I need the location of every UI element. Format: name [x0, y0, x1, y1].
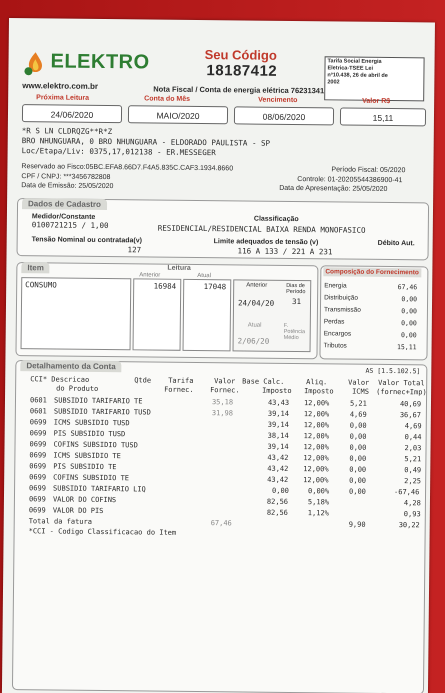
composicao-value: 0,00 — [401, 319, 417, 328]
composicao-name: Energia — [324, 282, 347, 290]
valor-total: 0,93 — [403, 510, 421, 519]
tarifa-line: nº10.438, 26 de abril de — [327, 72, 388, 79]
valor-icms: 0,00 — [349, 421, 367, 430]
composicao-name: Distribuição — [324, 294, 359, 302]
aliquota: 12,00% — [303, 399, 330, 408]
atual-value: 17048 — [203, 282, 227, 292]
valor-total: 36,67 — [399, 411, 421, 420]
electricity-bill — [2, 18, 435, 693]
dias-label: Dias de Período — [286, 282, 306, 296]
aliquota: 12,00% — [303, 465, 329, 474]
anterior-cell — [133, 278, 182, 350]
limites-label: Limite adequados de tensão (v) — [213, 238, 319, 247]
descricao: PIS SUBSIDIO TUSD — [53, 429, 126, 439]
brand-name: ELEKTRO — [50, 50, 150, 74]
descricao: VALOR DO COFINS — [52, 495, 117, 505]
descricao: ICMS SUBSIDIO TUSD — [53, 418, 130, 428]
item-consumo: CONSUMO — [25, 280, 57, 290]
medidor-value: 0100721215 / 1,00 — [31, 220, 109, 231]
classificacao-value: RESIDENCIAL/RESIDENCIAL BAIXA RENDA MONOFASICO — [157, 223, 366, 235]
cci: 0699 — [28, 495, 46, 504]
nota-fiscal: Nota Fiscal / Conta de energia elétrica 76231341 — [153, 84, 325, 96]
composicao-row — [321, 282, 421, 294]
data-anterior-label: Anterior — [246, 282, 268, 289]
brand-site[interactable]: www.elektro.com.br — [22, 81, 99, 91]
dados-cadastro-section — [17, 198, 430, 260]
data-atual: 2/06/20 — [237, 336, 270, 346]
col-header: Base Calc. — [242, 377, 285, 386]
aliquota: 12,00% — [303, 421, 330, 430]
cci: 0699 — [29, 484, 46, 493]
valor-icms: 0,00 — [349, 465, 367, 474]
composicao-name: Tributos — [323, 342, 347, 350]
valor-fornec: 31,98 — [211, 409, 233, 418]
col-header: (fornec+Imp) — [376, 387, 427, 397]
composicao-row — [321, 318, 421, 330]
potencia-label: F. Potência Médio — [283, 322, 306, 342]
composicao-name: Encargos — [323, 330, 352, 338]
valor-icms: 0,00 — [349, 476, 367, 485]
cpf-cnpj: CPF / CNPJ: ***3456782808 — [21, 173, 111, 182]
detalhamento-section — [12, 360, 427, 693]
col-header: Imposto — [304, 387, 334, 396]
composicao-title: Composição do Fornecimento — [323, 267, 421, 277]
aliquota: 0,00% — [308, 487, 330, 496]
classificacao-label: Classificação — [253, 215, 299, 224]
col-header: ICMS — [352, 387, 370, 396]
leitura-label: Leitura — [167, 264, 191, 272]
leitura-section — [15, 262, 318, 359]
dias-value: 31 — [291, 296, 302, 307]
detalhamento-title: Detalhamento da Conta — [20, 360, 121, 372]
valor-total: 2,25 — [404, 477, 422, 486]
aliquota: 12,00% — [303, 443, 329, 452]
aliquota: 12,00% — [303, 454, 329, 463]
valor-icms: 4,69 — [349, 410, 367, 419]
tarifa-social-box — [324, 56, 424, 101]
footnote: *CCI - Codigo Classificacao do Item — [28, 527, 177, 537]
valor-icms: 0,00 — [349, 487, 366, 496]
codigo-label: Seu Código — [204, 47, 277, 63]
base-calc: 82,56 — [266, 508, 288, 517]
total-icms: 9,90 — [348, 520, 366, 529]
tensao-value: 127 — [127, 245, 142, 255]
data-atual-label: Atual — [247, 322, 262, 329]
aliquota: 5,18% — [307, 498, 330, 507]
total-label: Total da fatura — [28, 517, 92, 526]
periodo-fiscal: Período Fiscal: 05/2020 — [331, 166, 406, 175]
col-header: Qtde — [134, 376, 152, 385]
base-calc: 43,42 — [267, 453, 289, 462]
composicao-name: Transmissão — [323, 306, 361, 314]
atual-cell — [183, 279, 232, 351]
cci: 0699 — [29, 473, 47, 482]
cci: 0699 — [28, 506, 46, 515]
codigo-value: 18187412 — [206, 62, 278, 80]
base-calc: 38,14 — [267, 431, 289, 440]
descricao: SUBSIDIO TARIFARIO TUSD — [53, 407, 151, 417]
tarifa-line: Eletrica-TSEE Lei — [327, 65, 374, 72]
base-calc: 43,43 — [267, 398, 290, 407]
detalhamento-version: AS [1.5.102.5] — [365, 366, 421, 376]
tarifa-line: 2002 — [327, 79, 340, 86]
composicao-row — [321, 306, 421, 318]
cci: 0699 — [29, 440, 47, 449]
descricao: SUBSIDIO TARIFARIO TE — [53, 396, 143, 406]
base-calc: 39,14 — [267, 420, 289, 429]
cci: 0601 — [29, 407, 47, 416]
reservado-fisco: Reservado ao Fisco:05BC.EFA8.66D7.F4A5.835C.CAF3.1934.8660 — [21, 163, 234, 173]
valor-total: 4,69 — [404, 422, 422, 431]
composicao-section — [319, 265, 428, 360]
conta-mes-label: Conta do Mês — [144, 95, 191, 103]
aliquota: 12,00% — [303, 476, 329, 485]
col-header: Tarifa — [168, 376, 194, 385]
base-calc: 0,00 — [272, 486, 289, 495]
tensao-label: Tensão Nominal ou contratada(v) — [31, 236, 143, 245]
limites-value: 116 A 133 / 221 A 231 — [237, 246, 333, 257]
cci: 0699 — [29, 451, 47, 460]
section-title: Dados de Cadastro — [22, 198, 107, 210]
col-header: Fornec. — [210, 386, 240, 395]
medidor-label: Medidor/Constante — [31, 213, 96, 221]
proxima-leitura-value: 24/06/2020 — [22, 104, 122, 123]
descricao: ICMS SUBSIDIO TE — [53, 451, 121, 461]
total-value: 30,22 — [398, 521, 420, 530]
dates-cell — [233, 279, 312, 352]
aliquota: 1,12% — [307, 509, 329, 518]
cci: 0601 — [29, 396, 47, 405]
descricao: PIS SUBSIDIO TE — [53, 462, 117, 472]
address-line-1: *R S LN CLDRQZG**R*Z — [21, 126, 113, 137]
valor-total: 0,44 — [404, 433, 422, 442]
descricao: VALOR DO PIS — [52, 506, 104, 516]
composicao-value: 15,11 — [396, 343, 417, 352]
composicao-value: 67,46 — [397, 283, 418, 292]
data-emissao: Data de Emissão: 25/05/2020 — [21, 182, 114, 191]
cci: 0699 — [29, 462, 47, 471]
vencimento-label: Vencimento — [258, 96, 298, 105]
descricao: COFINS SUBSIDIO TUSD — [53, 440, 138, 450]
col-header: Valor Total — [378, 378, 425, 388]
base-calc: 39,14 — [267, 409, 289, 418]
base-calc: 82,56 — [266, 497, 289, 506]
cci: 0699 — [29, 429, 47, 438]
elektro-flame-logo-icon — [22, 50, 48, 76]
col-header: Valor — [214, 377, 236, 386]
composicao-value: 0,00 — [401, 307, 417, 316]
valor-total: 5,21 — [404, 455, 422, 464]
aliquota: 12,00% — [303, 410, 330, 419]
valor-icms: 0,00 — [349, 443, 367, 452]
valor-fornec: 35,18 — [211, 398, 234, 407]
base-calc: 39,14 — [267, 442, 289, 451]
proxima-leitura-label: Próxima Leitura — [36, 94, 90, 102]
valor-total: 4,28 — [403, 499, 421, 508]
anterior-value: 16984 — [153, 281, 177, 291]
composicao-row — [321, 294, 421, 306]
address-line-3: Loc/Etapa/Liv: 0375,17,012138 - ER.MESSEGER — [21, 146, 216, 158]
valor-icms: 0,00 — [349, 432, 367, 441]
cci: 0699 — [29, 418, 47, 427]
col-header: CCI* Descricao — [30, 375, 90, 384]
leitura-anterior-label: Anterior — [139, 272, 161, 279]
valor-value: 15,11 — [340, 107, 426, 126]
valor-total: -67,46 — [394, 488, 420, 497]
vencimento-value: 08/06/2020 — [234, 106, 334, 125]
controle: Controle: 01-20205544386900-41 — [297, 176, 403, 185]
col-header: do Produto — [56, 384, 99, 393]
tarifa-line: Tarifa Social Energia — [327, 58, 382, 65]
base-calc: 43,42 — [267, 475, 289, 484]
composicao-value: 0,00 — [401, 295, 418, 304]
valor-label: Valor R$ — [362, 97, 391, 105]
conta-mes-value: MAIO/2020 — [128, 105, 228, 124]
data-anterior: 24/04/20 — [237, 298, 275, 308]
valor-total: 0,49 — [404, 466, 422, 475]
address-line-2: BRO NHUNGUARA, 0 BRO NHUNGUARA - ELDORADO PAULISTA - SP — [21, 136, 271, 148]
composicao-row — [321, 342, 421, 354]
descricao: COFINS SUBSIDIO TE — [53, 473, 130, 483]
aliquota: 12,00% — [303, 432, 329, 441]
col-header: Fornec. — [164, 385, 194, 394]
col-header: Valor — [348, 378, 370, 387]
composicao-name: Perdas — [323, 318, 345, 326]
debito-label: Débito Aut. — [377, 239, 415, 248]
descricao: SUBSIDIO TARIFARIO LIQ — [53, 484, 146, 494]
valor-icms: 0,00 — [349, 454, 367, 463]
composicao-row — [321, 330, 421, 342]
total-fornec: 67,46 — [210, 519, 232, 528]
item-cell — [21, 277, 132, 350]
valor-total: 40,69 — [399, 400, 422, 409]
col-header: Imposto — [262, 386, 292, 395]
valor-icms: 5,21 — [349, 399, 367, 408]
item-title: Item — [21, 262, 50, 273]
valor-total: 2,03 — [404, 444, 422, 453]
data-apresentacao: Data de Apresentação: 25/05/2020 — [279, 184, 388, 193]
leitura-atual-label: Atual — [197, 272, 212, 280]
composicao-value: 0,00 — [401, 331, 417, 340]
col-header: Aliq. — [306, 378, 328, 387]
base-calc: 43,42 — [267, 464, 289, 473]
